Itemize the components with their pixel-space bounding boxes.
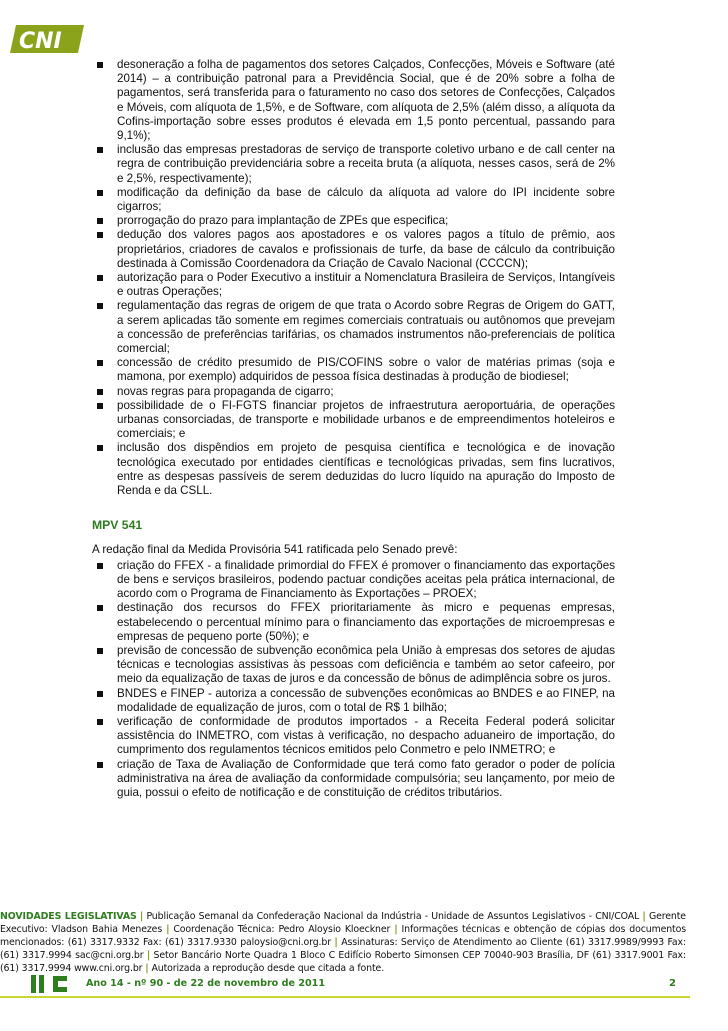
footer-title: NOVIDADES LEGISLATIVAS xyxy=(0,911,137,922)
footer-separator: | xyxy=(394,924,398,936)
list-item: concessão de crédito presumido de PIS/COFINS sobre o valor de matérias primas (soja e mamona, por exemplo) adquiridos de pessoa física destinadas à produção de biodiesel; xyxy=(92,356,615,384)
page-number: 2 xyxy=(669,978,676,989)
main-content xyxy=(92,58,615,800)
footer-separator: | xyxy=(145,963,149,975)
section2-list xyxy=(92,559,615,800)
footer-subscriptions: Assinaturas: Serviço de Atendimento ao Cliente (61) 3317.9989/9993 Fax: (61) 3317.9994 sac@cni.org.br xyxy=(0,937,686,962)
list-item: destinação dos recursos do FFEX prioritariamente às micro e pequenas empresas, estabelecendo o percentual mínimo para o financiamento das exportações de microempresas e empresas de pequeno porte (50%); e xyxy=(92,601,615,644)
footer-manager: Gerente Executivo: Vladson Bahia Menezes xyxy=(0,911,686,936)
list-item: BNDES e FINEP - autoriza a concessão de subvenções econômicas ao BNDES e ao FINEP, na modalidade de equalização de juros, com o total de R$ 1 bilhão; xyxy=(92,687,615,715)
footer-reproduction: Autorizada a reprodução desde que citada a fonte. xyxy=(151,963,385,975)
footer-separator: | xyxy=(166,924,170,936)
list-item: previsão de concessão de subvenção econômica pela União à empresas dos setores de ajudas técnicas e tecnologias assistivas às pessoas com deficiência e também ao setor cafeeiro, por meio da equalização de taxas de juros e da concessão de bônus de adimplência sobre os juros. xyxy=(92,644,615,687)
section-intro: A redação final da Medida Provisória 541 ratificada pelo Senado prevê: xyxy=(92,542,458,556)
cni-logo xyxy=(10,17,86,57)
list-item: criação de Taxa de Avaliação de Conformidade que terá como fato gerador o poder de polícia administrativa na área de avaliação da conformidade compulsória; seu lançamento, por meio de guia, possui o efeito de notificação e de constituição de créditos tributários. xyxy=(92,758,615,801)
footer-divider xyxy=(0,996,690,998)
footer-address: Setor Bancário Norte Quadra 1 Bloco C Edifício Roberto Simonsen CEP 70040-903 Brasília, DF (61) 3317.9001 Fax: (61) 3317.9994 www.cni.org.br xyxy=(0,950,686,975)
section-title-mpv541: MPV 541 xyxy=(92,518,143,533)
edition-info: Ano 14 - nº 90 - de 22 de novembro de 2011 xyxy=(86,978,326,989)
list-item: novas regras para propaganda de cigarro; xyxy=(92,385,615,399)
cni-logo-text: CNI xyxy=(19,29,62,54)
list-item: desoneração a folha de pagamentos dos setores Calçados, Confecções, Móveis e Software (até 2014) – a contribuição patronal para a Previdência Social, que é de 20% sobre a folha de pagamentos, será transferida para o faturamento no caso dos setores de Confecções, Calçados e Móveis, com alíquota de 1,5%, e de Software, com alíquota de 2,5% (além disso, a alíquota da Cofins-importação sobre esses produtos é elevada em 1,5 ponto percentual, passando para 9,1%); xyxy=(92,58,615,143)
cni-small-logo-icon xyxy=(31,975,73,993)
list-item: dedução dos valores pagos aos apostadores e os valores pagos a título de prêmio, aos proprietários, criadores de cavalos e profissionais de turfe, da base de cálculo da contribuição destinada à Comissão Coordenadora da Criação de Cavalo Nacional (CCCCN); xyxy=(92,228,615,271)
footer-separator: | xyxy=(139,911,144,922)
list-item: inclusão das empresas prestadoras de serviço de transporte coletivo urbano e de call center na regra de contribuição previdenciária sobre a receita bruta (a alíquota, nesses casos, será de 2% e 2,5%, respectivamente); xyxy=(92,143,615,186)
footer-separator: | xyxy=(642,911,646,922)
list-item: modificação da definição da base de cálculo da alíquota ad valore do IPI incidente sobre cigarros; xyxy=(92,186,615,214)
footer-separator: | xyxy=(334,937,338,949)
footer-contact-info: Informações técnicas e obtenção de cópias dos documentos mencionados: (61) 3317.9332 Fax: (61) 3317.9330 paloysio@cni.org.br xyxy=(0,924,686,949)
list-item: criação do FFEX - a finalidade primordial do FFEX é promover o financiamento das exportações de bens e serviços brasileiros, podendo pactuar condições aceitas pela prática internacional, de acordo com o Programa de Financiamento às Exportações – PROEX; xyxy=(92,559,615,602)
list-item: prorrogação do prazo para implantação de ZPEs que especifica; xyxy=(92,214,615,228)
list-item: autorização para o Poder Executivo a instituir a Nomenclatura Brasileira de Serviços, Intangíveis e outras Operações; xyxy=(92,271,615,299)
footer-info xyxy=(0,910,686,975)
list-item: inclusão dos dispêndios em projeto de pesquisa científica e tecnológica e de inovação tecnológica executado por entidades científicas e tecnológicas privadas, sem fins lucrativos, entre as despesas passíveis de serem deduzidas do lucro líquido na apuração do Imposto de Renda e da CSLL. xyxy=(92,441,615,498)
footer-separator: | xyxy=(146,950,151,962)
list-item: verificação de conformidade de produtos importados - a Receita Federal poderá solicitar assistência do INMETRO, com vistas à verificação, no despacho aduaneiro de importação, do cumprimento dos regulamentos técnicos emitidos pelo Conmetro e pelo INMETRO; e xyxy=(92,715,615,758)
section1-list xyxy=(92,58,615,498)
list-item: regulamentação das regras de origem de que trata o Acordo sobre Regras de Origem do GATT, a serem aplicadas tão somente em regimes comerciais contratuais ou autônomos que prevejam a concessão de preferências tarifárias, os chamados instrumentos não-preferenciais de política comercial; xyxy=(92,299,615,356)
footer-coordination: Coordenação Técnica: Pedro Aloysio Kloeckner xyxy=(173,924,391,936)
footer-publication: Publicação Semanal da Confederação Nacional da Indústria - Unidade de Assuntos Legislativos - CNI/COAL xyxy=(146,911,640,922)
list-item: possibilidade de o FI-FGTS financiar projetos de infraestrutura aeroportuária, de operações urbanas consorciadas, de transporte e mobilidade urbanos e de empreendimentos hoteleiros e comerciais; e xyxy=(92,399,615,442)
